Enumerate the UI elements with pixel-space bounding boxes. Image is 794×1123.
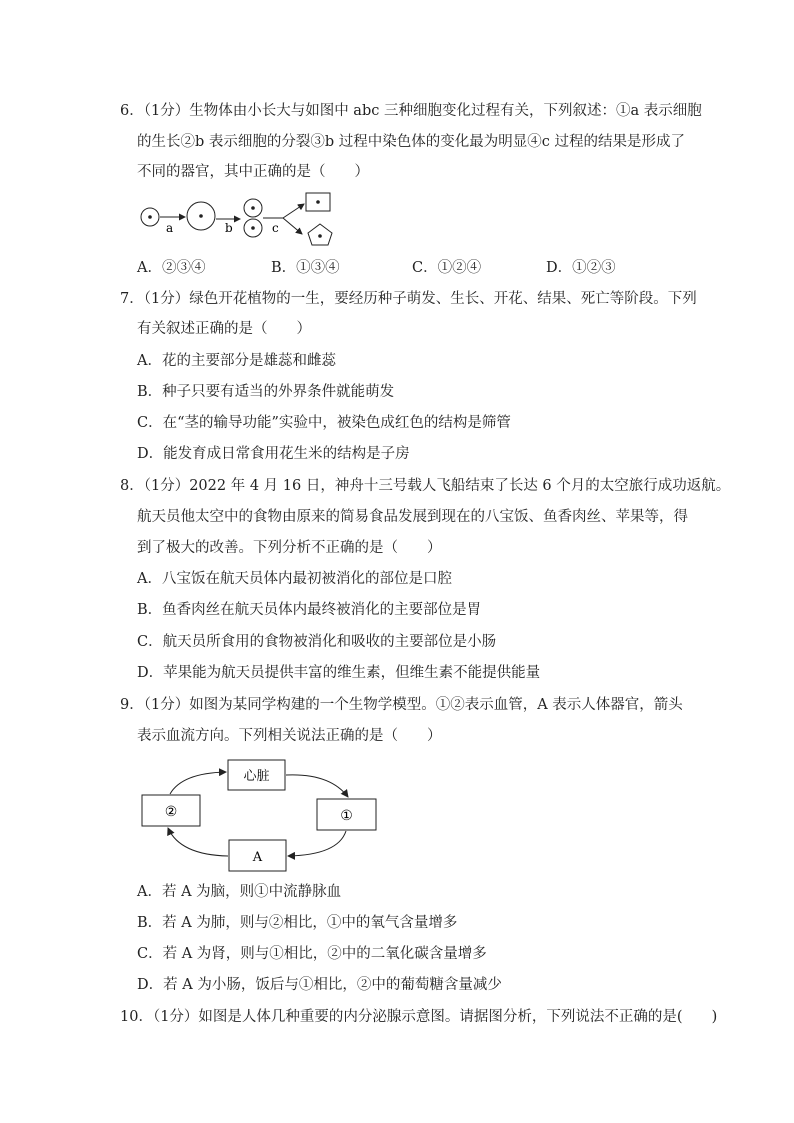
q6-options <box>137 258 697 278</box>
q7-option-d[interactable]: D．能发育成日常食用花生米的结构是子房 <box>137 446 410 462</box>
q6-option-d[interactable]: D．①②③ <box>546 260 616 276</box>
q8-stem-line-1: 8．（1分）2022 年 4 月 16 日，神舟十三号载人飞船结束了长达 6 个月的太空旅行成功返航。 <box>120 478 731 494</box>
q9-option-c[interactable]: C．若 A 为肾，则与①相比，②中的二氧化碳含量增多 <box>137 946 487 962</box>
q9-option-a[interactable]: A．若 A 为脑，则①中流静脉血 <box>137 884 342 900</box>
cell-change-diagram <box>136 188 356 250</box>
arrow-vessel1-to-organ <box>288 831 346 856</box>
q9-option-b[interactable]: B．若 A 为肺，则与②相比，①中的氧气含量增多 <box>137 915 458 931</box>
q7-stem-line-2: 有关叙述正确的是（ ） <box>137 321 311 337</box>
q6-stem-line-2: 的生长②b 表示细胞的分裂③b 过程中染色体的变化最为明显④c 过程的结果是形成了 <box>137 134 686 150</box>
arrow-organ-to-vessel2 <box>168 828 228 856</box>
heart-label: 心脏 <box>243 769 270 784</box>
q6-option-b[interactable]: B．①③④ <box>271 260 340 276</box>
blood-circulation-diagram <box>130 755 390 875</box>
q10-stem-line-1: 10．（1分）如图是人体几种重要的内分泌腺示意图。请据图分析，下列说法不正确的是( ) <box>120 1009 718 1025</box>
label-b: b <box>225 221 233 235</box>
q8-option-d[interactable]: D．苹果能为航天员提供丰富的维生素，但维生素不能提供能量 <box>137 665 541 681</box>
label-c: c <box>272 221 279 235</box>
q8-option-b[interactable]: B．鱼香肉丝在航天员体内最终被消化的主要部位是胃 <box>137 602 482 618</box>
q7-option-c[interactable]: C．在“茎的输导功能”实验中，被染色成红色的结构是筛管 <box>137 415 511 431</box>
q8-stem-line-2: 航天员他太空中的食物由原来的简易食品发展到现在的八宝饭、鱼香肉丝、苹果等，得 <box>137 509 688 525</box>
q7-stem-line-1: 7．（1分）绿色开花植物的一生，要经历种子萌发、生长、开花、结果、死亡等阶段。下列 <box>120 291 697 307</box>
q6-option-c[interactable]: C．①②④ <box>412 260 482 276</box>
q8-option-a[interactable]: A．八宝饭在航天员体内最初被消化的部位是口腔 <box>137 571 452 587</box>
q9-option-d[interactable]: D．若 A 为小肠，饭后与①相比，②中的葡萄糖含量减少 <box>137 977 502 993</box>
vessel-1-label: ① <box>340 808 353 824</box>
arrow-vessel2-to-heart <box>170 772 226 794</box>
q6-option-a[interactable]: A．②③④ <box>137 260 206 276</box>
label-a: a <box>166 221 174 235</box>
q7-option-b[interactable]: B．种子只要有适当的外界条件就能萌发 <box>137 384 395 400</box>
q7-option-a[interactable]: A．花的主要部分是雄蕊和雌蕊 <box>137 353 336 369</box>
organ-a-label: A <box>252 850 263 865</box>
q6-stem-line-3: 不同的器官，其中正确的是（ ） <box>137 164 369 180</box>
q8-stem-line-3: 到了极大的改善。下列分析不正确的是（ ） <box>137 540 442 556</box>
vessel-2-label: ② <box>164 804 178 820</box>
q9-stem-line-1: 9．（1分）如图为某同学构建的一个生物学模型。①②表示血管，A 表示人体器官，箭头 <box>120 697 683 713</box>
q6-stem-line-1: 6．（1分）生物体由小长大与如图中 abc 三种细胞变化过程有关，下列叙述：①a 表示细胞 <box>120 103 702 119</box>
q8-option-c[interactable]: C．航天员所食用的食物被消化和吸收的主要部位是小肠 <box>137 634 497 650</box>
q9-stem-line-2: 表示血流方向。下列相关说法正确的是（ ） <box>137 728 442 744</box>
arrow-heart-to-vessel1 <box>286 775 348 797</box>
